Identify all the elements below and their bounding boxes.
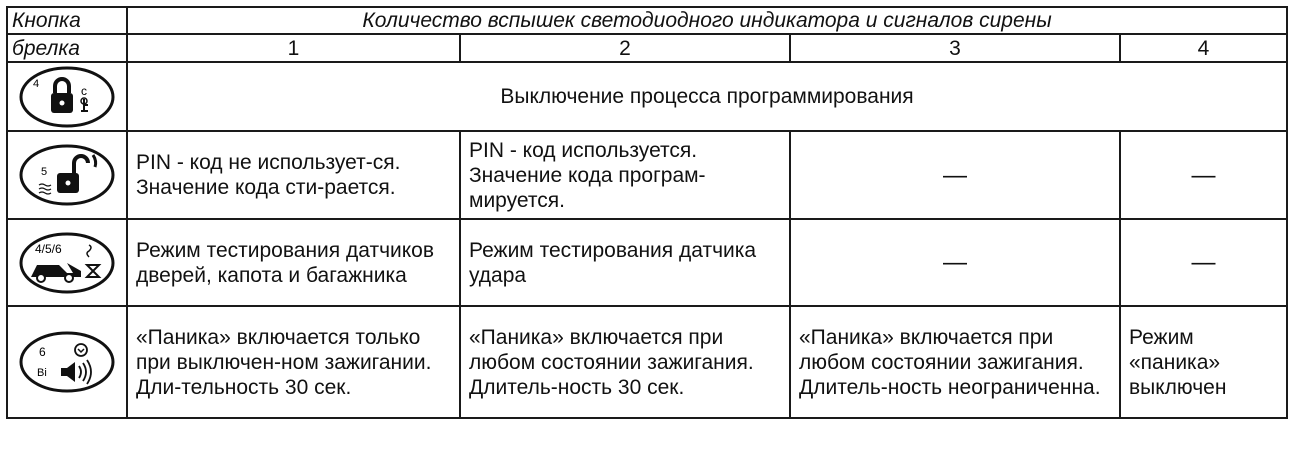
fob-number-6: 6 — [39, 345, 46, 359]
row-siren-col2: «Паника» включается при любом состоянии зажигания. Длитель-ность 30 сек. — [460, 306, 790, 418]
fob-label-bi: Bi — [37, 367, 47, 379]
svg-text:c: c — [81, 83, 87, 98]
row-unlock-col1: PIN - код не использует-ся. Значение кода сти-рается. — [127, 131, 460, 219]
col-header-4: 4 — [1120, 34, 1287, 62]
header-title: Количество вспышек светодиодного индикатора и сигналов сирены — [127, 7, 1287, 34]
fob-button-trunk — [7, 219, 127, 306]
siren-icon — [17, 330, 117, 394]
fob-number-456: 4/5/6 — [35, 241, 62, 256]
row-trunk-col2: Режим тестирования датчика удара — [460, 219, 790, 306]
header-button-line1: Кнопка — [12, 9, 81, 32]
fob-number-5: 5 — [41, 166, 48, 178]
fob-button-unlock — [7, 131, 127, 219]
programming-table — [6, 6, 1288, 419]
row-siren-col3: «Паника» включается при любом состоянии зажигания. Длитель-ность неограниченна. — [790, 306, 1120, 418]
row-trunk-col3: — — [790, 219, 1120, 306]
col-header-3: 3 — [790, 34, 1120, 62]
fob-number-4: 4 — [33, 77, 40, 90]
row-trunk-col1: Режим тестирования датчиков дверей, капота и багажника — [127, 219, 460, 306]
row-trunk-col4: — — [1120, 219, 1287, 306]
row-unlock-col2: PIN - код используется. Значение кода програм-мируется. — [460, 131, 790, 219]
header-button-col — [7, 7, 127, 34]
col-header-1: 1 — [127, 34, 460, 62]
fob-button-lock — [7, 62, 127, 131]
row-siren-col1: «Паника» включается только при выключен-ном зажигании. Дли-тельность 30 сек. — [127, 306, 460, 418]
row-siren-col4: Режим «паника» выключен — [1120, 306, 1287, 418]
unlock-icon — [17, 143, 117, 207]
col-header-2: 2 — [460, 34, 790, 62]
row-lock-text: Выключение процесса программирования — [127, 62, 1287, 131]
row-unlock-col4: — — [1120, 131, 1287, 219]
fob-button-siren — [7, 306, 127, 418]
row-unlock-col3: — — [790, 131, 1120, 219]
car-trunk-icon — [17, 231, 117, 295]
lock-c-key-icon — [17, 65, 117, 129]
header-button-line2: брелка — [7, 34, 127, 62]
